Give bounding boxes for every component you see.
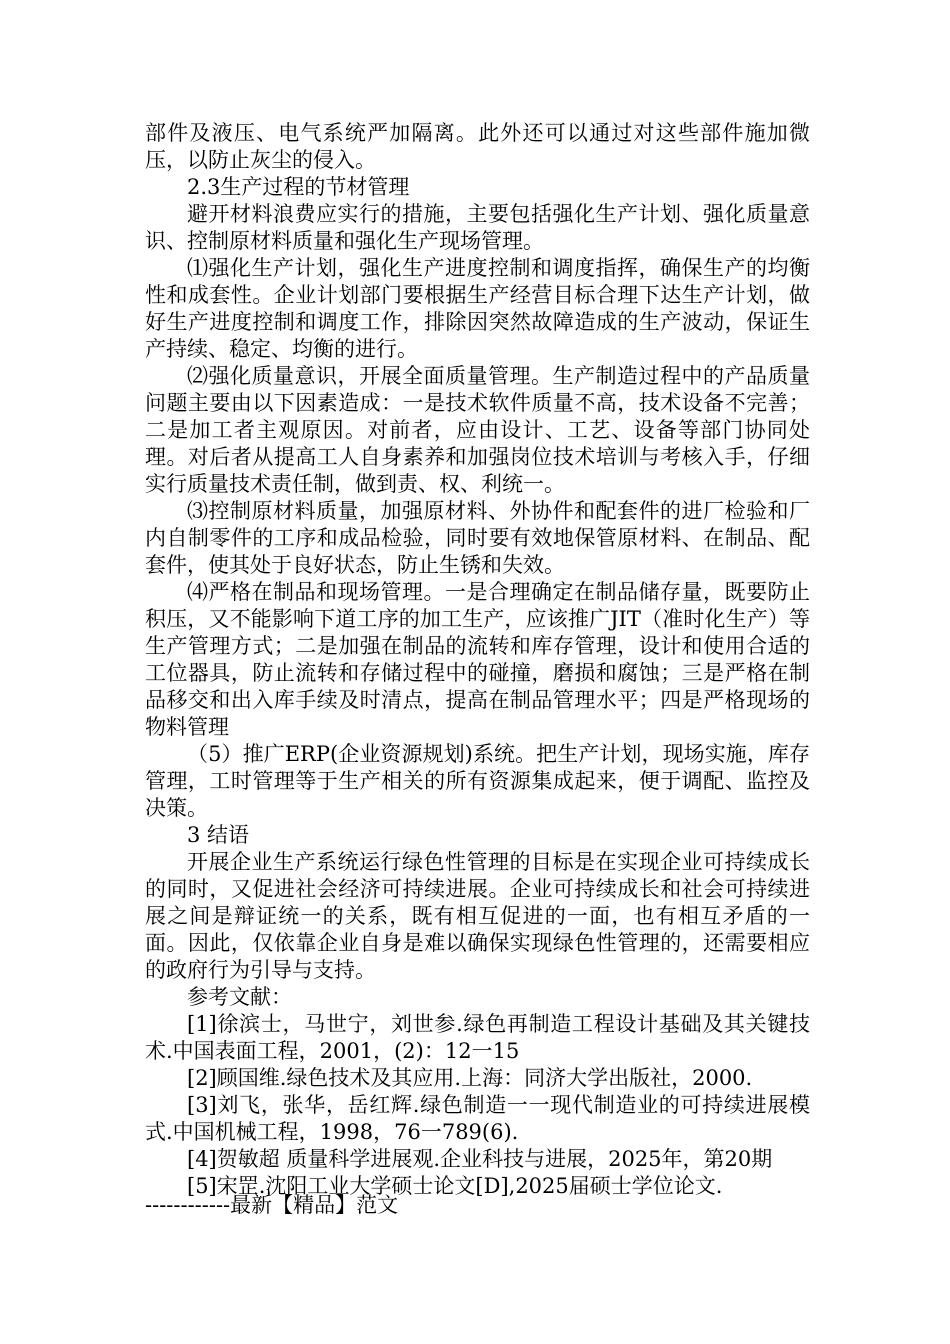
section-heading-2-3: 2.3生产过程的节材管理 <box>187 175 410 199</box>
reference-item-4: [4]贺敏超 质量科学进展观.企业科技与进展，2025年，第20期 <box>187 1147 773 1171</box>
section-heading-3: 3 结语 <box>187 823 250 847</box>
reference-item-2: [2]顾国维.绿色技术及其应用.上海：同济大学出版社，2000. <box>187 1066 753 1090</box>
document-body <box>145 120 810 1200</box>
list-item-1: ⑴强化生产计划，强化生产进度控制和调度指挥，确保生产的均衡性和成套性。企业计划部门要根据生产经营目标合理下达生产计划，做好生产进度控制和调度工作，排除因突然故障造成的生产波动，保证生产持续、稳定、均衡的进行。 <box>145 256 810 361</box>
section-intro-paragraph: 避开材料浪费应实行的措施，主要包括强化生产计划、强化质量意识、控制原材料质量和强化生产现场管理。 <box>145 202 810 253</box>
references-heading: 参考文献： <box>187 985 292 1009</box>
reference-item-3: [3]刘飞，张华，岳红辉.绿色制造一一现代制造业的可持续进展模式.中国机械工程，1998，76一789(6). <box>145 1093 810 1144</box>
paragraph-continuation: 部件及液压、电气系统严加隔离。此外还可以通过对这些部件施加微压，以防止灰尘的侵入。 <box>145 121 810 172</box>
reference-item-1: [1]徐滨士，马世宁，刘世参.绿色再制造工程设计基础及其关键技术.中国表面工程，2001，(2)：12一15 <box>145 1012 810 1063</box>
list-item-5: （5）推广ERP(企业资源规划)系统。把生产计划，现场实施，库存管理，工时管理等于生产相关的所有资源集成起来，便于调配、监控及决策。 <box>145 742 810 820</box>
list-item-3: ⑶控制原材料质量，加强原材料、外协件和配套件的进厂检验和厂内自制零件的工序和成品检验，同时要有效地保管原材料、在制品、配套件，使其处于良好状态，防止生锈和失效。 <box>145 499 810 577</box>
list-item-2: ⑵强化质量意识，开展全面质量管理。生产制造过程中的产品质量问题主要由以下因素造成：一是技术软件质量不高，技术设备不完善；二是加工者主观原因。对前者，应由设计、工艺、设备等部门协同处理。对后者从提高工人自身素养和加强岗位技术培训与考核入手，仔细实行质量技术责任制，做到责、权、利统一。 <box>145 364 810 496</box>
reference-item-5: [5]宋罡.沈阳工业大学硕士论文[D],2025届硕士学位论文. <box>187 1174 723 1198</box>
page-footer: ------------最新【精品】范文 <box>145 1193 399 1217</box>
list-item-4: ⑷严格在制品和现场管理。一是合理确定在制品储存量，既要防止积压，又不能影响下道工序的加工生产，应该推广JIT（准时化生产）等生产管理方式；二是加强在制品的流转和库存管理，设计和使用合适的工位器具，防止流转和存储过程中的碰撞，磨损和腐蚀；三是严格在制品移交和出入库手续及时清点，提高在制品管理水平；四是严格现场的物料管理 <box>145 580 810 739</box>
conclusion-paragraph: 开展企业生产系统运行绿色性管理的目标是在实现企业可持续成长的同时，又促进社会经济可持续进展。企业可持续成长和社会可持续进展之间是辩证统一的关系，既有相互促进的一面，也有相互矛盾的一面。因此，仅依靠企业自身是难以确保实现绿色性管理的，还需要相应的政府行为引导与支持。 <box>145 850 810 982</box>
